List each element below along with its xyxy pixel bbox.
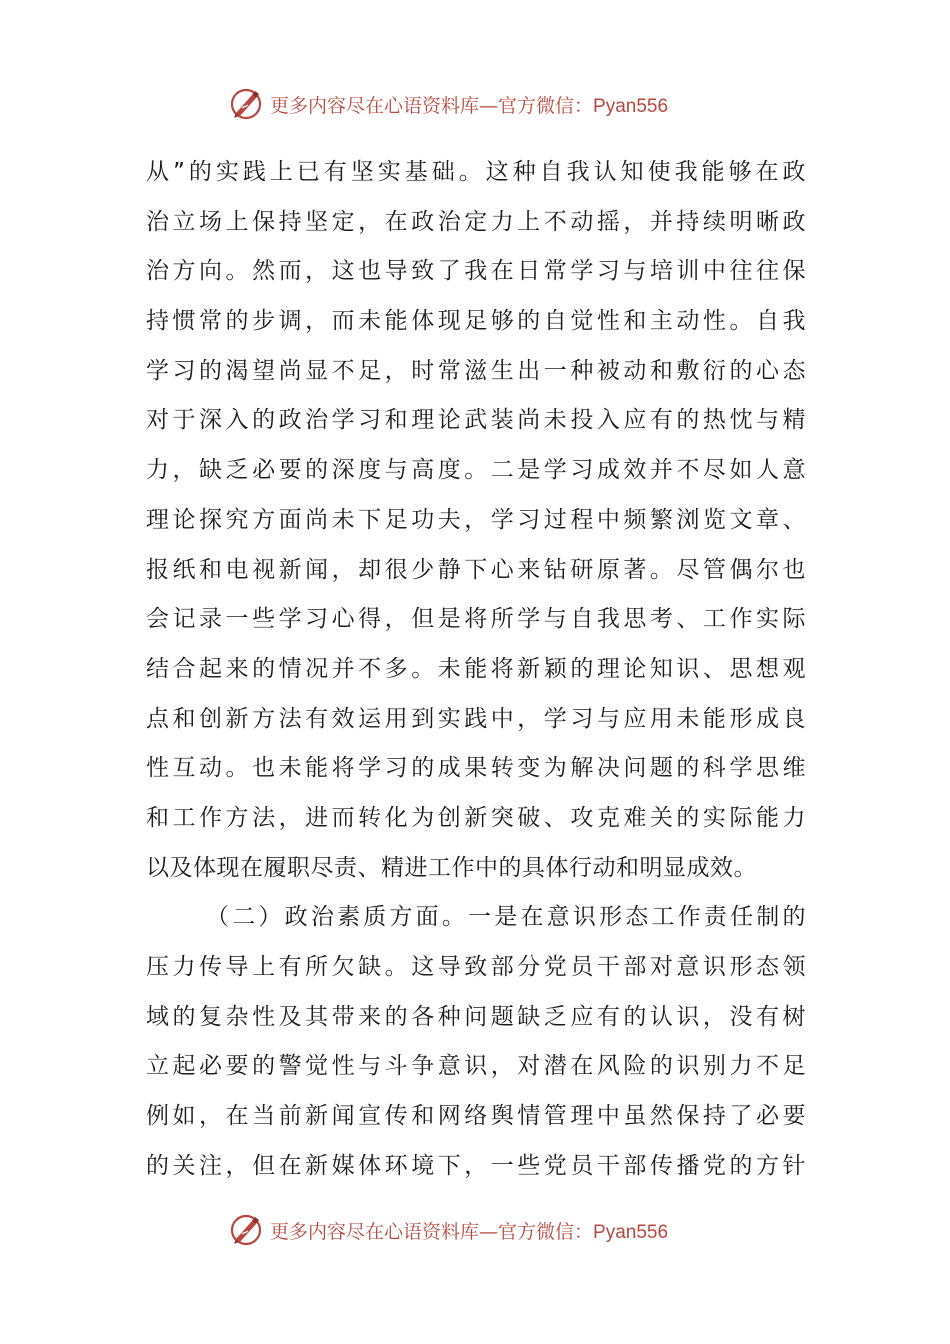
wechat-id: Pyan556 <box>593 1221 669 1243</box>
text-line: 理论探究方面尚未下足功夫，学习过程中频繁浏览文章、 <box>146 506 806 533</box>
text-line: 力，缺乏必要的深度与高度。二是学习成效并不尽如人意 <box>146 457 806 484</box>
text-line: 例如，在当前新闻宣传和网络舆情管理中虽然保持了必要 <box>146 1103 806 1130</box>
text-line: 会记录一些学习心得，但是将所学与自我思考、工作实际 <box>146 606 806 633</box>
text-line: 的关注，但在新媒体环境下，一些党员干部传播党的方针 <box>146 1152 806 1179</box>
text-line: 压力传导上有所欠缺。这导致部分党员干部对意识形态领 <box>146 954 806 980</box>
text-line: 对于深入的政治学习和理论武装尚未投入应有的热忱与精 <box>146 407 806 434</box>
text-line: 学习的渴望尚显不足，时常滋生出一种被动和敷衍的心态 <box>146 357 806 384</box>
footer-watermark <box>228 1210 748 1250</box>
text-line: 点和创新方法有效运用到实践中，学习与应用未能形成良 <box>146 705 806 732</box>
watermark-prefix: 更多内容尽在心语资料库—官方微信： <box>270 1220 594 1243</box>
text-line: 和工作方法，进而转化为创新突破、攻克难关的实际能力 <box>146 804 806 831</box>
text-line: 治方向。然而，这也导致了我在日常学习与培训中往往保 <box>146 258 806 285</box>
document-body <box>146 148 806 1191</box>
section-heading-line: （二）政治素质方面。一是在意识形态工作责任制的 <box>206 904 806 931</box>
text-line: 报纸和电视新闻，却很少静下心来钻研原著。尽管偶尔也 <box>146 556 806 583</box>
watermark-text <box>270 91 668 118</box>
pen-logo-icon <box>228 1212 264 1248</box>
text-line: 性互动。也未能将学习的成果转变为解决问题的科学思维 <box>146 755 806 782</box>
text-line: 治立场上保持坚定，在政治定力上不动摇，并持续明晰政 <box>146 208 806 235</box>
text-line: 立起必要的警觉性与斗争意识，对潜在风险的识别力不足 <box>146 1053 806 1080</box>
text-line: 域的复杂性及其带来的各种问题缺乏应有的认识，没有树 <box>146 1003 806 1030</box>
text-line: 持惯常的步调，而未能体现足够的自觉性和主动性。自我 <box>146 308 806 335</box>
watermark-text <box>270 1217 668 1244</box>
watermark-prefix: 更多内容尽在心语资料库—官方微信： <box>270 94 594 117</box>
wechat-id: Pyan556 <box>593 95 669 117</box>
text-line: 结合起来的情况并不多。未能将新颖的理论知识、思想观 <box>146 655 806 682</box>
pen-logo-icon <box>228 86 264 122</box>
header-watermark <box>228 84 748 124</box>
text-line: 从”的实践上已有坚实基础。这种自我认知使我能够在政 <box>146 159 806 185</box>
paragraph-end-line: 以及体现在履职尽责、精进工作中的具体行动和明显成效。 <box>146 854 757 881</box>
